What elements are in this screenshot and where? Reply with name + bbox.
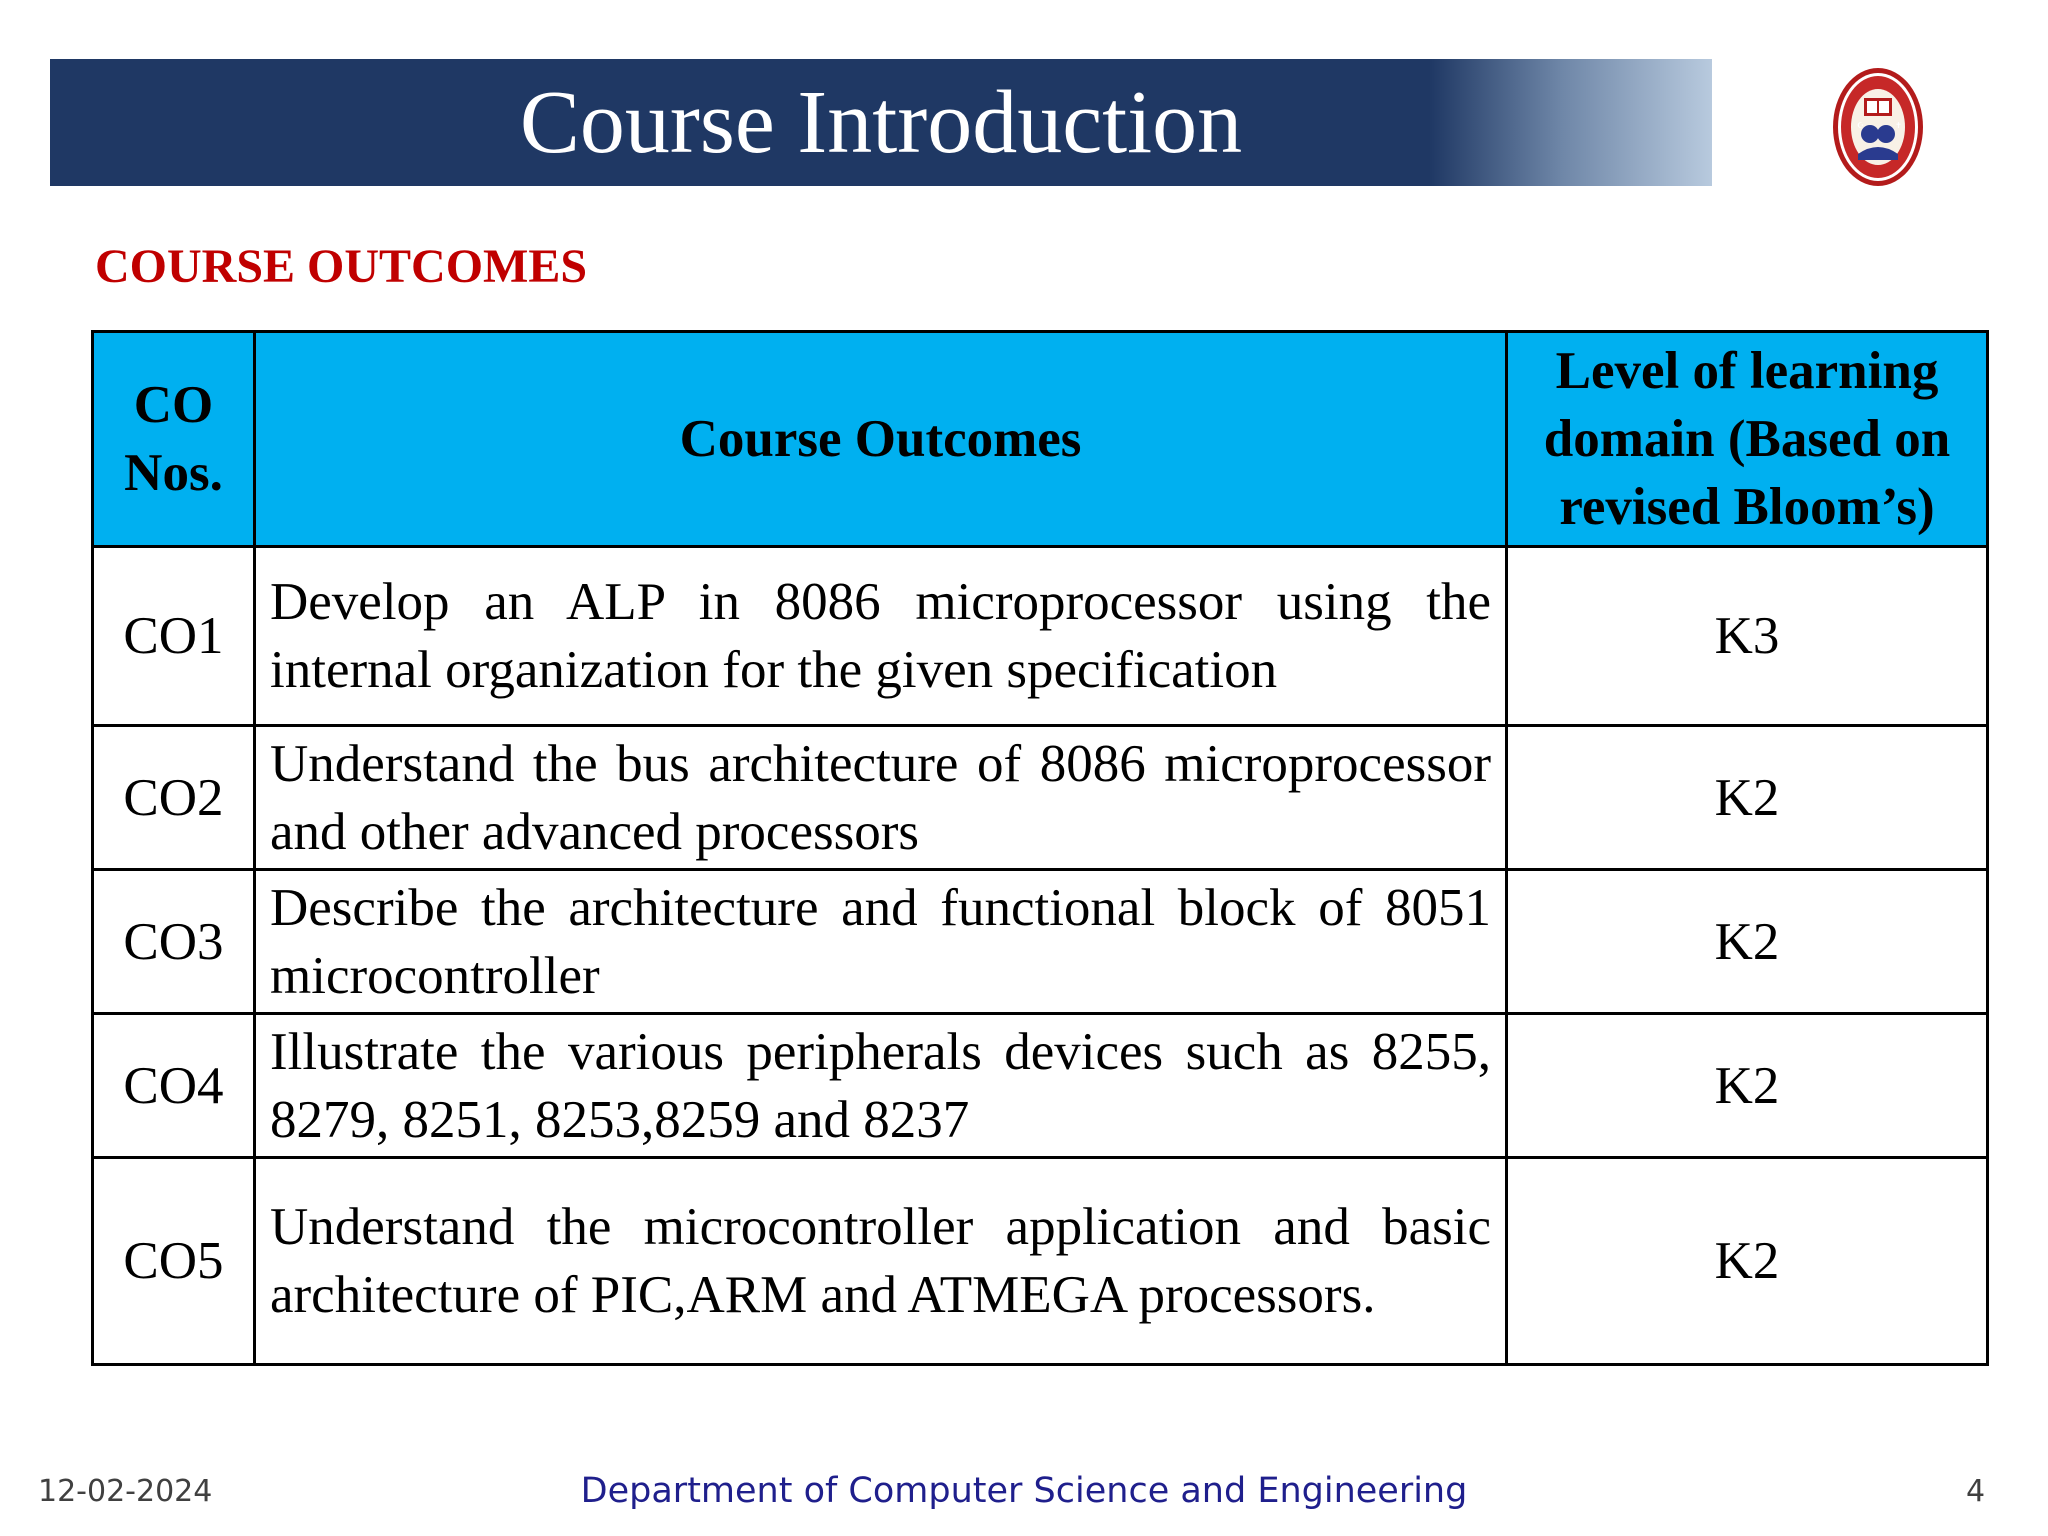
co-description: Develop an ALP in 8086 microprocessor using the internal organization for the given specification xyxy=(255,547,1507,726)
footer-date: 12-02-2024 xyxy=(38,1474,213,1509)
institution-seal-logo xyxy=(1831,66,1925,188)
table-row xyxy=(93,547,1988,726)
title-bar xyxy=(50,59,1712,186)
co-number: CO3 xyxy=(93,870,255,1014)
table-row xyxy=(93,1014,1988,1158)
table-header-row xyxy=(93,332,1988,547)
co-number: CO2 xyxy=(93,726,255,870)
page-number: 4 xyxy=(1966,1474,1986,1509)
header-co-nos: CO Nos. xyxy=(93,332,255,547)
co-description: Understand the microcontroller application and basic architecture of PIC,ARM and ATMEGA processors. xyxy=(255,1158,1507,1365)
co-description: Understand the bus architecture of 8086 microprocessor and other advanced processors xyxy=(255,726,1507,870)
course-outcomes-table xyxy=(91,330,1989,1366)
header-learning-level: Level of learning domain (Based on revised Bloom’s) xyxy=(1507,332,1988,547)
header-course-outcomes: Course Outcomes xyxy=(255,332,1507,547)
co-number: CO4 xyxy=(93,1014,255,1158)
footer-department: Department of Computer Science and Engineering xyxy=(580,1471,1468,1511)
seal-icon xyxy=(1831,66,1925,188)
co-description: Describe the architecture and functional block of 8051 microcontroller xyxy=(255,870,1507,1014)
co-description: Illustrate the various peripherals devices such as 8255, 8279, 8251, 8253,8259 and 8237 xyxy=(255,1014,1507,1158)
co-level: K2 xyxy=(1507,1158,1988,1365)
section-heading: COURSE OUTCOMES xyxy=(95,240,588,293)
table-row xyxy=(93,1158,1988,1365)
co-level: K2 xyxy=(1507,1014,1988,1158)
co-number: CO1 xyxy=(93,547,255,726)
co-level: K2 xyxy=(1507,870,1988,1014)
co-level: K3 xyxy=(1507,547,1988,726)
svg-text:☪: ☪ xyxy=(1857,121,1865,130)
table-row xyxy=(93,726,1988,870)
slide-title: Course Introduction xyxy=(519,72,1243,172)
table-row xyxy=(93,870,1988,1014)
co-level: K2 xyxy=(1507,726,1988,870)
co-number: CO5 xyxy=(93,1158,255,1365)
svg-text:✝: ✝ xyxy=(1895,121,1902,130)
